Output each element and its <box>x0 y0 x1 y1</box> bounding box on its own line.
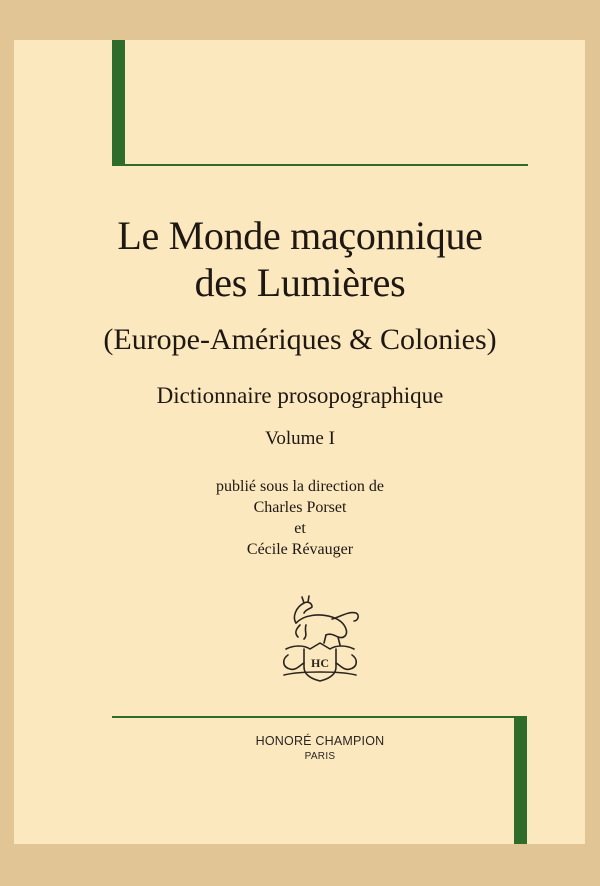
book-subtitle: (Europe-Amériques & Colonies) <box>103 323 497 356</box>
editor-1: Charles Porset <box>253 499 347 516</box>
publisher-name: HONORÉ CHAMPION <box>255 734 385 748</box>
emblem-letters: HC <box>311 656 329 670</box>
credit-intro: publié sous la direction de <box>216 478 384 495</box>
book-description: Dictionnaire prosopographique <box>156 383 444 408</box>
credit-conjunction: et <box>294 520 306 537</box>
book-title <box>60 212 540 306</box>
bottom-green-rule <box>112 716 527 718</box>
title-line-1: Le Monde maçonnique <box>117 213 483 258</box>
editors-credit <box>60 476 540 560</box>
title-line-2: des Lumières <box>194 260 406 305</box>
rearing-horse-emblem-icon <box>274 593 366 689</box>
top-green-bar <box>112 40 125 166</box>
editor-2: Cécile Révauger <box>246 541 354 558</box>
volume-label: Volume I <box>265 428 335 449</box>
publisher-city: PARIS <box>304 751 336 762</box>
top-green-rule <box>112 164 528 166</box>
